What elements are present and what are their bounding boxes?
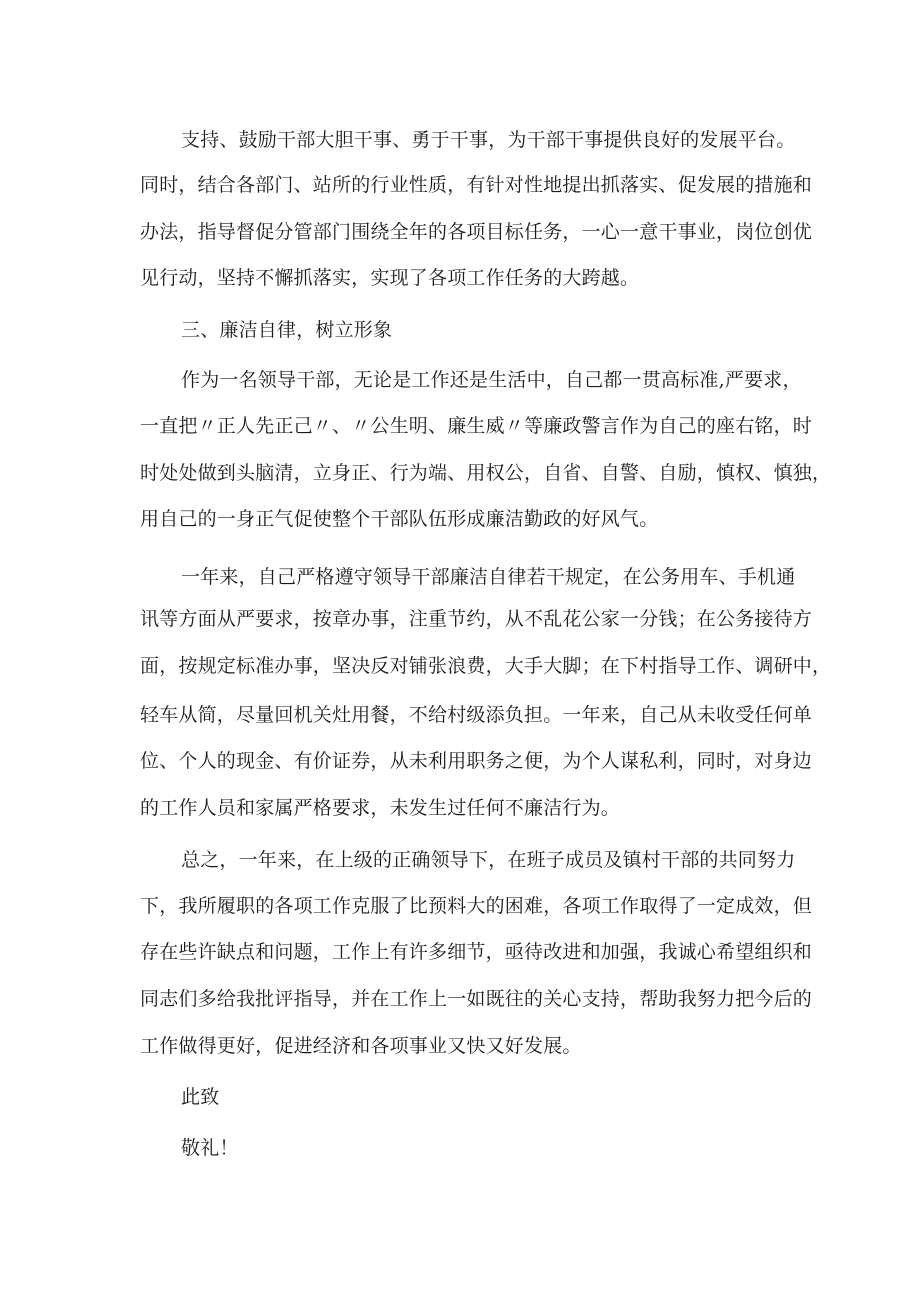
paragraph-line: 的工作人员和家属严格要求，未发生过任何不廉洁行为。	[140, 797, 621, 819]
paragraph-line: 办法，指导督促分管部门围绕全年的各项目标任务，一心一意干事业，岗位创优	[140, 221, 813, 243]
paragraph-line: 同时，结合各部门、站所的行业性质，有针对性地提出抓落实、促发展的措施和	[140, 174, 813, 196]
paragraph-line: 时处处做到头脑清，立身正、行为端、用权公，自省、自警、自励，慎权、慎独，	[140, 462, 832, 484]
paragraph-line: 支持、鼓励干部大胆干事、勇于干事，为干部干事提供良好的发展平台。	[181, 129, 796, 151]
paragraph-line: 面，按规定标准办事，坚决反对铺张浪费，大手大脚；在下村指导工作、调研中，	[140, 655, 832, 677]
closing-regards: 敬礼！	[181, 1137, 239, 1159]
paragraph-line: 位、个人的现金、有价证券，从未利用职务之便，为个人谋私利，同时，对身边	[140, 750, 813, 772]
paragraph-line: 下，我所履职的各项工作克服了比预料大的困难，各项工作取得了一定成效，但	[140, 895, 813, 917]
paragraph-line: 轻车从简，尽量回机关灶用餐，不给村级添负担。一年来，自己从未收受任何单	[140, 704, 813, 726]
closing-salutation: 此致	[181, 1086, 220, 1108]
paragraph-line: 一直把〃正人先正己〃、〃公生明、廉生威〃等廉政警言作为自己的座右铭，时	[140, 415, 813, 437]
paragraph-line: 存在些许缺点和问题，工作上有许多细节，亟待改进和加强，我诚心希望组织和	[140, 941, 813, 963]
paragraph-line: 同志们多给我批评指导，并在工作上一如既往的关心支持，帮助我努力把今后的	[140, 988, 813, 1010]
paragraph-line: 工作做得更好，促进经济和各项事业又快又好发展。	[140, 1035, 582, 1057]
paragraph-line: 作为一名领导干部，无论是工作还是生活中，自己都一贯高标准,严要求，	[181, 369, 802, 391]
paragraph-line: 讯等方面从严要求，按章办事，注重节约，从不乱花公家一分钱；在公务接待方	[140, 608, 813, 630]
paragraph-line: 见行动，坚持不懈抓落实，实现了各项工作任务的大跨越。	[140, 267, 640, 289]
paragraph-line: 一年来，自己严格遵守领导干部廉洁自律若干规定，在公务用车、手机通	[181, 566, 796, 588]
section-heading: 三、廉洁自律，树立形象	[181, 319, 393, 341]
paragraph-line: 用自己的一身正气促使整个干部队伍形成廉洁勤政的好风气。	[140, 508, 659, 530]
paragraph-line: 总之，一年来，在上级的正确领导下，在班子成员及镇村干部的共同努力	[181, 849, 796, 871]
